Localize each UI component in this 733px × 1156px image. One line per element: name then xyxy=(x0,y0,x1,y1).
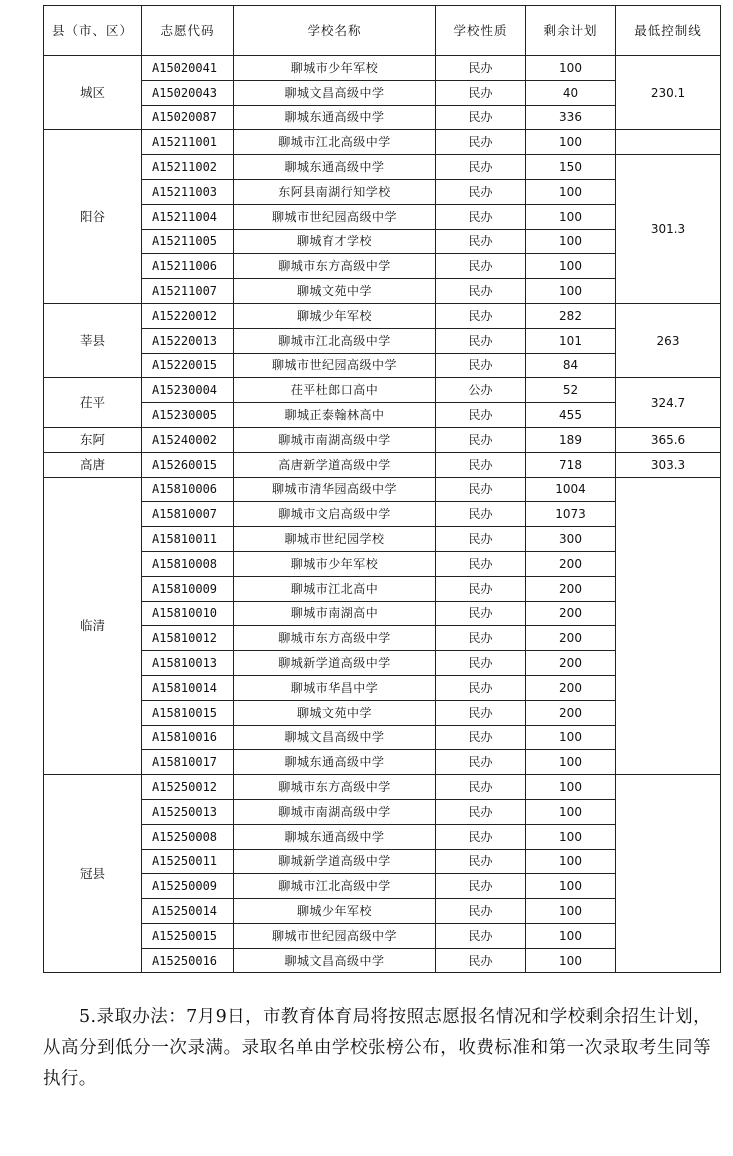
min-score-cell xyxy=(616,130,721,155)
code-cell: A15250014 xyxy=(142,899,234,924)
school-type-cell: 民办 xyxy=(436,626,526,651)
school-name-cell: 聊城东通高级中学 xyxy=(234,155,436,180)
school-name-cell: 聊城新学道高级中学 xyxy=(234,849,436,874)
school-name-cell: 聊城市东方高级中学 xyxy=(234,626,436,651)
code-cell: A15810007 xyxy=(142,502,234,527)
remaining-plan-cell: 100 xyxy=(526,229,616,254)
remaining-plan-cell: 100 xyxy=(526,204,616,229)
school-type-cell: 公办 xyxy=(436,378,526,403)
county-cell: 冠县 xyxy=(44,775,142,973)
school-name-cell: 聊城市世纪园高级中学 xyxy=(234,204,436,229)
code-cell: A15220012 xyxy=(142,303,234,328)
school-type-cell: 民办 xyxy=(436,750,526,775)
remaining-plan-cell: 200 xyxy=(526,626,616,651)
code-cell: A15810011 xyxy=(142,527,234,552)
remaining-plan-cell: 100 xyxy=(526,130,616,155)
code-cell: A15250009 xyxy=(142,874,234,899)
remaining-plan-cell: 200 xyxy=(526,700,616,725)
remaining-plan-cell: 200 xyxy=(526,576,616,601)
school-type-cell: 民办 xyxy=(436,155,526,180)
school-type-cell: 民办 xyxy=(436,899,526,924)
school-name-cell: 聊城市南湖高级中学 xyxy=(234,799,436,824)
remaining-plan-cell: 84 xyxy=(526,353,616,378)
county-cell: 高唐 xyxy=(44,452,142,477)
school-name-cell: 聊城市少年军校 xyxy=(234,551,436,576)
school-name-cell: 聊城市东方高级中学 xyxy=(234,775,436,800)
school-type-cell: 民办 xyxy=(436,204,526,229)
school-type-cell: 民办 xyxy=(436,725,526,750)
school-name-cell: 东阿县南湖行知学校 xyxy=(234,179,436,204)
school-name-cell: 聊城市东方高级中学 xyxy=(234,254,436,279)
school-type-cell: 民办 xyxy=(436,551,526,576)
min-score-cell: 324.7 xyxy=(616,378,721,428)
school-name-cell: 聊城育才学校 xyxy=(234,229,436,254)
header-remaining: 剩余计划 xyxy=(526,6,616,56)
county-cell: 东阿 xyxy=(44,427,142,452)
school-name-cell: 聊城市世纪园学校 xyxy=(234,527,436,552)
remaining-plan-cell: 200 xyxy=(526,651,616,676)
school-name-cell: 聊城市江北高级中学 xyxy=(234,874,436,899)
table-row xyxy=(44,477,721,502)
remaining-plan-cell: 455 xyxy=(526,403,616,428)
code-cell: A15020043 xyxy=(142,80,234,105)
school-name-cell: 聊城文苑中学 xyxy=(234,279,436,304)
school-type-cell: 民办 xyxy=(436,403,526,428)
remaining-plan-cell: 300 xyxy=(526,527,616,552)
school-type-cell: 民办 xyxy=(436,328,526,353)
school-type-cell: 民办 xyxy=(436,675,526,700)
remaining-plan-cell: 100 xyxy=(526,775,616,800)
remaining-plan-cell: 100 xyxy=(526,56,616,81)
code-cell: A15230005 xyxy=(142,403,234,428)
school-type-cell: 民办 xyxy=(436,651,526,676)
school-type-cell: 民办 xyxy=(436,527,526,552)
county-cell: 阳谷 xyxy=(44,130,142,304)
school-name-cell: 聊城新学道高级中学 xyxy=(234,651,436,676)
table-row xyxy=(44,427,721,452)
school-name-cell: 聊城市文启高级中学 xyxy=(234,502,436,527)
school-name-cell: 茌平杜郎口高中 xyxy=(234,378,436,403)
school-type-cell: 民办 xyxy=(436,923,526,948)
remaining-plan-cell: 101 xyxy=(526,328,616,353)
code-cell: A15220013 xyxy=(142,328,234,353)
code-cell: A15250013 xyxy=(142,799,234,824)
remaining-plan-cell: 100 xyxy=(526,254,616,279)
code-cell: A15260015 xyxy=(142,452,234,477)
remaining-plan-cell: 189 xyxy=(526,427,616,452)
remaining-plan-cell: 100 xyxy=(526,179,616,204)
school-name-cell: 聊城文昌高级中学 xyxy=(234,725,436,750)
school-type-cell: 民办 xyxy=(436,775,526,800)
remaining-plan-cell: 200 xyxy=(526,551,616,576)
remaining-plan-cell: 40 xyxy=(526,80,616,105)
code-cell: A15211003 xyxy=(142,179,234,204)
remaining-plan-cell: 100 xyxy=(526,948,616,973)
school-name-cell: 聊城东通高级中学 xyxy=(234,750,436,775)
school-name-cell: 聊城少年军校 xyxy=(234,899,436,924)
remaining-plan-cell: 200 xyxy=(526,601,616,626)
county-cell: 城区 xyxy=(44,56,142,130)
school-name-cell: 高唐新学道高级中学 xyxy=(234,452,436,477)
school-type-cell: 民办 xyxy=(436,948,526,973)
school-name-cell: 聊城正泰翰林高中 xyxy=(234,403,436,428)
admission-table xyxy=(43,5,721,973)
min-score-cell: 303.3 xyxy=(616,452,721,477)
code-cell: A15810009 xyxy=(142,576,234,601)
code-cell: A15211005 xyxy=(142,229,234,254)
school-type-cell: 民办 xyxy=(436,824,526,849)
min-score-cell: 230.1 xyxy=(616,56,721,130)
school-type-cell: 民办 xyxy=(436,56,526,81)
remaining-plan-cell: 100 xyxy=(526,824,616,849)
min-score-cell: 301.3 xyxy=(616,155,721,304)
code-cell: A15810010 xyxy=(142,601,234,626)
remaining-plan-cell: 100 xyxy=(526,799,616,824)
school-name-cell: 聊城市南湖高中 xyxy=(234,601,436,626)
code-cell: A15230004 xyxy=(142,378,234,403)
remaining-plan-cell: 336 xyxy=(526,105,616,130)
min-score-cell xyxy=(616,775,721,973)
school-type-cell: 民办 xyxy=(436,229,526,254)
header-min-score: 最低控制线 xyxy=(616,6,721,56)
table-row xyxy=(44,775,721,800)
school-type-cell: 民办 xyxy=(436,477,526,502)
header-school: 学校名称 xyxy=(234,6,436,56)
school-name-cell: 聊城市世纪园高级中学 xyxy=(234,353,436,378)
header-county: 县（市、区） xyxy=(44,6,142,56)
school-name-cell: 聊城文昌高级中学 xyxy=(234,948,436,973)
code-cell: A15250011 xyxy=(142,849,234,874)
school-name-cell: 聊城市清华园高级中学 xyxy=(234,477,436,502)
remaining-plan-cell: 1004 xyxy=(526,477,616,502)
header-row xyxy=(44,6,721,56)
school-type-cell: 民办 xyxy=(436,179,526,204)
school-name-cell: 聊城市世纪园高级中学 xyxy=(234,923,436,948)
remaining-plan-cell: 718 xyxy=(526,452,616,477)
admission-method-note xyxy=(43,1002,711,1095)
school-type-cell: 民办 xyxy=(436,427,526,452)
remaining-plan-cell: 282 xyxy=(526,303,616,328)
remaining-plan-cell: 1073 xyxy=(526,502,616,527)
code-cell: A15211006 xyxy=(142,254,234,279)
min-score-cell: 365.6 xyxy=(616,427,721,452)
code-cell: A15810016 xyxy=(142,725,234,750)
county-cell: 临清 xyxy=(44,477,142,775)
school-type-cell: 民办 xyxy=(436,452,526,477)
min-score-cell xyxy=(616,477,721,775)
school-type-cell: 民办 xyxy=(436,799,526,824)
school-type-cell: 民办 xyxy=(436,502,526,527)
code-cell: A15810008 xyxy=(142,551,234,576)
remaining-plan-cell: 100 xyxy=(526,874,616,899)
note-text: 5.录取办法：7月9日，市教育体育局将按照志愿报名情况和学校剩余招生计划，从高分到低分一次录满。录取名单由学校张榜公布，收费标准和第一次录取考生同等执行。 xyxy=(43,1006,711,1089)
county-cell: 莘县 xyxy=(44,303,142,377)
header-type: 学校性质 xyxy=(436,6,526,56)
code-cell: A15810014 xyxy=(142,675,234,700)
remaining-plan-cell: 150 xyxy=(526,155,616,180)
table-row xyxy=(44,452,721,477)
remaining-plan-cell: 100 xyxy=(526,750,616,775)
school-name-cell: 聊城市江北高中 xyxy=(234,576,436,601)
code-cell: A15810015 xyxy=(142,700,234,725)
code-cell: A15810012 xyxy=(142,626,234,651)
school-type-cell: 民办 xyxy=(436,80,526,105)
table-row xyxy=(44,56,721,81)
school-type-cell: 民办 xyxy=(436,576,526,601)
school-name-cell: 聊城市江北高级中学 xyxy=(234,130,436,155)
code-cell: A15810013 xyxy=(142,651,234,676)
school-name-cell: 聊城市南湖高级中学 xyxy=(234,427,436,452)
county-cell: 茌平 xyxy=(44,378,142,428)
code-cell: A15250012 xyxy=(142,775,234,800)
code-cell: A15810017 xyxy=(142,750,234,775)
table-row xyxy=(44,155,721,180)
school-name-cell: 聊城市华昌中学 xyxy=(234,675,436,700)
table-row xyxy=(44,378,721,403)
remaining-plan-cell: 100 xyxy=(526,279,616,304)
school-type-cell: 民办 xyxy=(436,105,526,130)
school-name-cell: 聊城市少年军校 xyxy=(234,56,436,81)
code-cell: A15020087 xyxy=(142,105,234,130)
school-type-cell: 民办 xyxy=(436,700,526,725)
school-type-cell: 民办 xyxy=(436,353,526,378)
remaining-plan-cell: 100 xyxy=(526,725,616,750)
school-name-cell: 聊城文昌高级中学 xyxy=(234,80,436,105)
school-name-cell: 聊城东通高级中学 xyxy=(234,105,436,130)
code-cell: A15211004 xyxy=(142,204,234,229)
table-row xyxy=(44,303,721,328)
school-type-cell: 民办 xyxy=(436,874,526,899)
school-type-cell: 民办 xyxy=(436,130,526,155)
remaining-plan-cell: 100 xyxy=(526,849,616,874)
code-cell: A15810006 xyxy=(142,477,234,502)
school-type-cell: 民办 xyxy=(436,254,526,279)
school-type-cell: 民办 xyxy=(436,303,526,328)
school-type-cell: 民办 xyxy=(436,849,526,874)
table-body xyxy=(44,56,721,973)
school-name-cell: 聊城东通高级中学 xyxy=(234,824,436,849)
school-type-cell: 民办 xyxy=(436,601,526,626)
table-row xyxy=(44,130,721,155)
code-cell: A15211001 xyxy=(142,130,234,155)
school-name-cell: 聊城市江北高级中学 xyxy=(234,328,436,353)
remaining-plan-cell: 100 xyxy=(526,899,616,924)
school-name-cell: 聊城文苑中学 xyxy=(234,700,436,725)
code-cell: A15250008 xyxy=(142,824,234,849)
code-cell: A15220015 xyxy=(142,353,234,378)
code-cell: A15020041 xyxy=(142,56,234,81)
header-code: 志愿代码 xyxy=(142,6,234,56)
school-type-cell: 民办 xyxy=(436,279,526,304)
remaining-plan-cell: 52 xyxy=(526,378,616,403)
remaining-plan-cell: 200 xyxy=(526,675,616,700)
code-cell: A15240002 xyxy=(142,427,234,452)
code-cell: A15211007 xyxy=(142,279,234,304)
school-name-cell: 聊城少年军校 xyxy=(234,303,436,328)
remaining-plan-cell: 100 xyxy=(526,923,616,948)
code-cell: A15250015 xyxy=(142,923,234,948)
code-cell: A15250016 xyxy=(142,948,234,973)
min-score-cell: 263 xyxy=(616,303,721,377)
code-cell: A15211002 xyxy=(142,155,234,180)
